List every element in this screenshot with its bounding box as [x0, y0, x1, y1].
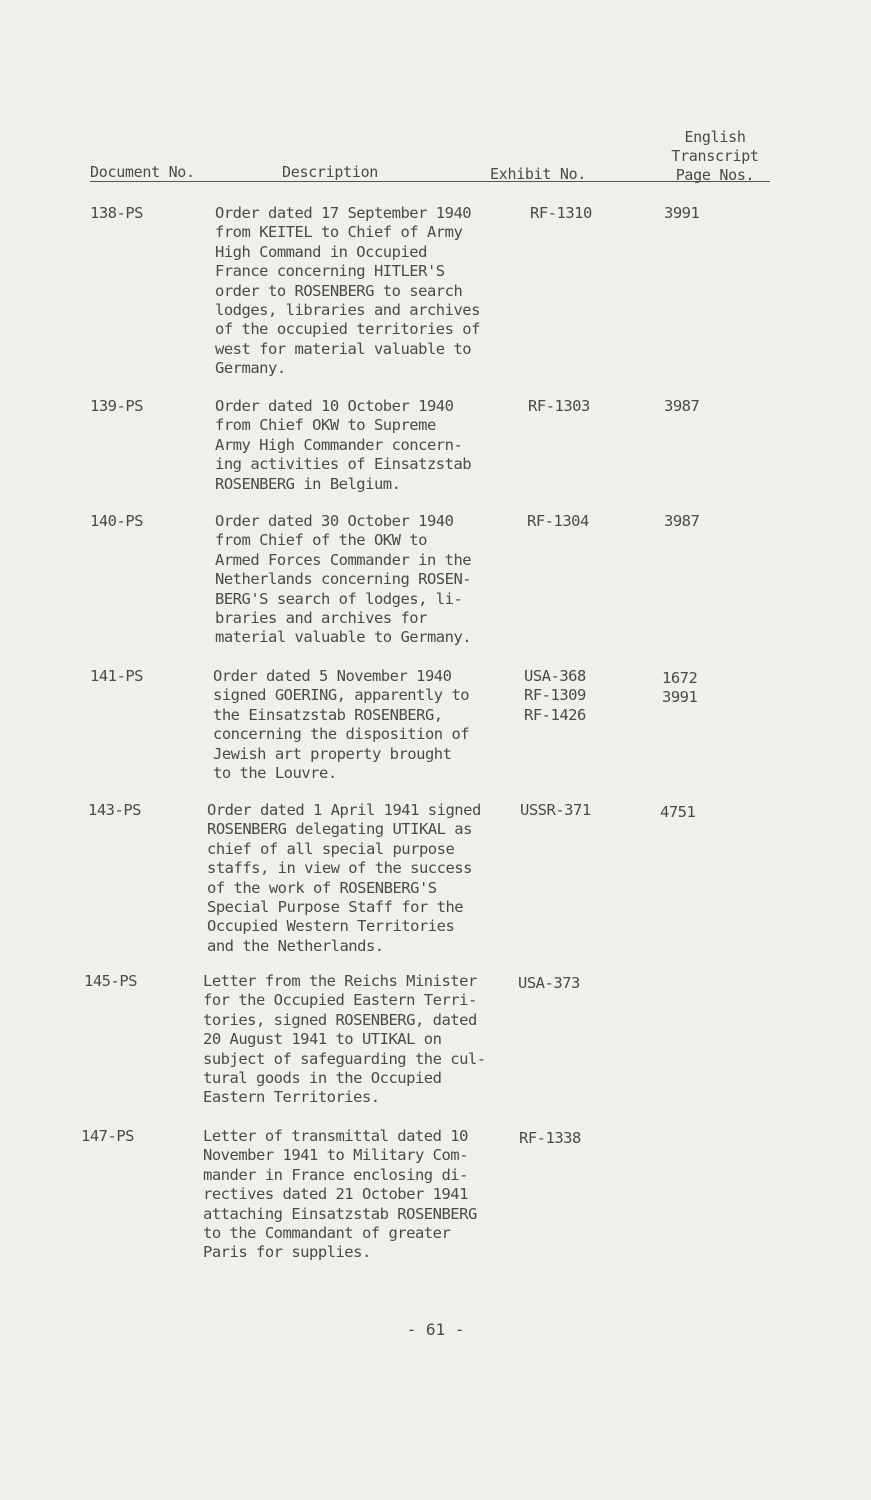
document-number: 139-PS [90, 397, 143, 415]
document-number: 147-PS [81, 1127, 134, 1145]
transcript-page-number: 3987 [664, 512, 700, 530]
exhibit-number: USA-368 RF-1309 RF-1426 [524, 667, 586, 724]
page-number: - 61 - [406, 1320, 465, 1339]
document-number: 143-PS [88, 801, 141, 819]
exhibit-number: RF-1310 [530, 204, 592, 222]
document-number: 138-PS [90, 204, 143, 222]
document-number: 141-PS [90, 667, 143, 685]
document-number: 140-PS [90, 512, 143, 530]
transcript-page-number: 3987 [664, 397, 700, 415]
exhibit-number: USSR-371 [520, 801, 591, 819]
header-exhibit-no: Exhibit No. [490, 165, 587, 183]
exhibit-number: RF-1338 [519, 1129, 581, 1147]
description: Order dated 1 April 1941 signed ROSENBERG delegating UTIKAL as chief of all special purpose staffs, in view of the success of the work of ROSENBERG'S Special Purpose Staff for the Occupied Western Territories and the Netherlands. [207, 801, 481, 955]
header-english-transcript: English Transcript Page Nos. [671, 128, 759, 184]
exhibit-number: RF-1304 [527, 512, 589, 530]
header-rule [90, 181, 770, 182]
transcript-page-number: 3991 [664, 204, 700, 222]
description: Order dated 30 October 1940 from Chief of the OKW to Armed Forces Commander in the Netherlands concerning ROSEN- BERG'S search of lodges, li- braries and archives for material valuable to Germany. [215, 512, 472, 647]
transcript-page-number: 1672 3991 [662, 669, 698, 707]
transcript-page-number: 4751 [660, 803, 696, 821]
header-description: Description [282, 163, 379, 181]
description: Letter of transmittal dated 10 November 1941 to Military Com- mander in France enclosing di- rectives dated 21 October 1941 attaching Einsatzstab ROSENBERG to the Commandant of greater Paris for supplies. [203, 1127, 477, 1262]
description: Order dated 5 November 1940 signed GOERING, apparently to the Einsatzstab ROSENBERG, concerning the disposition of Jewish art property brought to the Louvre. [213, 667, 470, 783]
description: Order dated 17 September 1940 from KEITEL to Chief of Army High Command in Occupied France concerning HITLER'S order to ROSENBERG to search lodges, libraries and archives of the occupied territories of west for material valuable to Germany. [215, 204, 480, 378]
description: Letter from the Reichs Minister for the Occupied Eastern Terri- tories, signed ROSENBERG, dated 20 August 1941 to UTIKAL on subject of safeguarding the cul- tural goods in the Occupied Eastern Territories. [203, 972, 486, 1107]
exhibit-number: USA-373 [518, 974, 580, 992]
description: Order dated 10 October 1940 from Chief OKW to Supreme Army High Commander concern- ing activities of Einsatzstab ROSENBERG in Belgium. [215, 397, 472, 493]
document-number: 145-PS [84, 972, 137, 990]
exhibit-number: RF-1303 [528, 397, 590, 415]
header-document-no: Document No. [90, 163, 195, 181]
